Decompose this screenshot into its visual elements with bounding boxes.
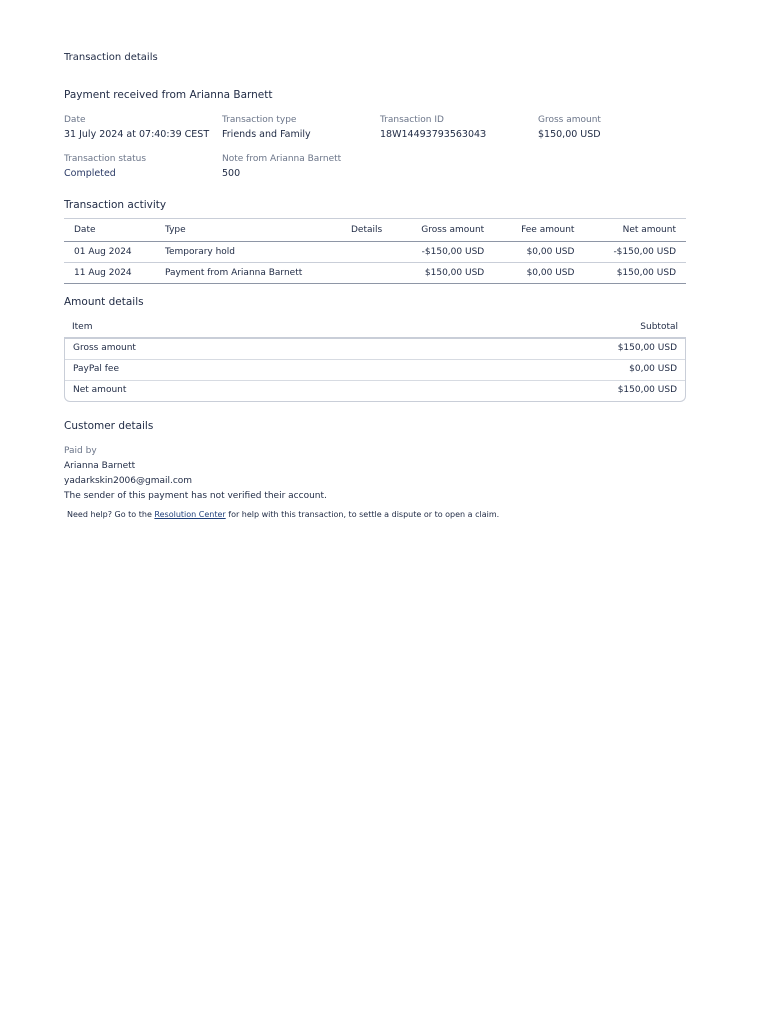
- customer-details-title: Customer details: [64, 420, 154, 432]
- cell-details: [341, 242, 392, 263]
- item-header: Item: [72, 322, 93, 332]
- table-row: [64, 263, 686, 284]
- amount-body: [64, 339, 686, 402]
- subtotal-header: Subtotal: [640, 322, 678, 332]
- cell-gross: -$150,00 USD: [392, 242, 494, 263]
- verification-notice: The sender of this payment has not verified their account.: [64, 491, 327, 501]
- help-suffix: for help with this transaction, to settle a dispute or to open a claim.: [225, 510, 500, 519]
- date-field: [64, 115, 222, 140]
- col-fee: Fee amount: [494, 219, 584, 242]
- cell-fee: $0,00 USD: [494, 263, 584, 284]
- cell-fee: $0,00 USD: [494, 242, 584, 263]
- cell-type: Temporary hold: [155, 242, 341, 263]
- col-gross: Gross amount: [392, 219, 494, 242]
- col-type: Type: [155, 219, 341, 242]
- col-details: Details: [341, 219, 392, 242]
- resolution-center-link[interactable]: Resolution Center: [154, 510, 226, 519]
- note-value: 500: [222, 168, 241, 179]
- page-title: Transaction details: [64, 52, 158, 63]
- amount-item: PayPal fee: [73, 364, 120, 374]
- table-row: [64, 242, 686, 263]
- cell-net: $150,00 USD: [584, 263, 686, 284]
- date-label: Date: [64, 115, 86, 125]
- amount-subtotal: $150,00 USD: [617, 385, 677, 395]
- status-field: [64, 154, 222, 179]
- amount-details-table: [64, 316, 686, 402]
- gross-label: Gross amount: [538, 115, 601, 125]
- type-value: Friends and Family: [222, 129, 311, 140]
- id-field: [380, 115, 538, 140]
- list-item: [65, 339, 685, 360]
- gross-field: [538, 115, 686, 140]
- amount-item: Net amount: [73, 385, 127, 395]
- amount-subtotal: $150,00 USD: [617, 343, 677, 353]
- col-date: Date: [64, 219, 155, 242]
- cell-gross: $150,00 USD: [392, 263, 494, 284]
- col-net: Net amount: [584, 219, 686, 242]
- amount-details-title: Amount details: [64, 296, 144, 308]
- note-label: Note from Arianna Barnett: [222, 154, 342, 164]
- transaction-details-page: [64, 52, 686, 519]
- cell-type: Payment from Arianna Barnett: [155, 263, 341, 284]
- type-label: Transaction type: [222, 115, 297, 125]
- cell-net: -$150,00 USD: [584, 242, 686, 263]
- note-field: [222, 154, 380, 179]
- gross-value: $150,00 USD: [538, 129, 601, 140]
- amount-subtotal: $0,00 USD: [629, 364, 677, 374]
- cell-date: 01 Aug 2024: [64, 242, 155, 263]
- amount-header-row: [64, 316, 686, 339]
- status-label: Transaction status: [64, 154, 147, 164]
- date-value: 31 July 2024 at 07:40:39 CEST: [64, 129, 210, 140]
- transaction-summary: [64, 115, 686, 179]
- id-label: Transaction ID: [380, 115, 444, 125]
- activity-table: [64, 218, 686, 284]
- customer-name: Arianna Barnett: [64, 461, 136, 471]
- activity-title: Transaction activity: [64, 199, 167, 211]
- status-value: Completed: [64, 168, 116, 179]
- help-text: [64, 510, 686, 519]
- activity-header-row: [64, 219, 686, 242]
- list-item: [65, 360, 685, 381]
- type-field: [222, 115, 380, 140]
- id-value: 18W1449379356304З: [380, 129, 487, 140]
- payment-heading: Payment received from Arianna Barnett: [64, 89, 273, 101]
- help-prefix: Need help? Go to the: [67, 510, 155, 519]
- paid-by-label: Paid by: [64, 446, 97, 456]
- customer-email: yadarkskin2006@gmail.com: [64, 476, 193, 486]
- cell-date: 11 Aug 2024: [64, 263, 155, 284]
- list-item: [65, 381, 685, 401]
- amount-item: Gross amount: [73, 343, 136, 353]
- cell-details: [341, 263, 392, 284]
